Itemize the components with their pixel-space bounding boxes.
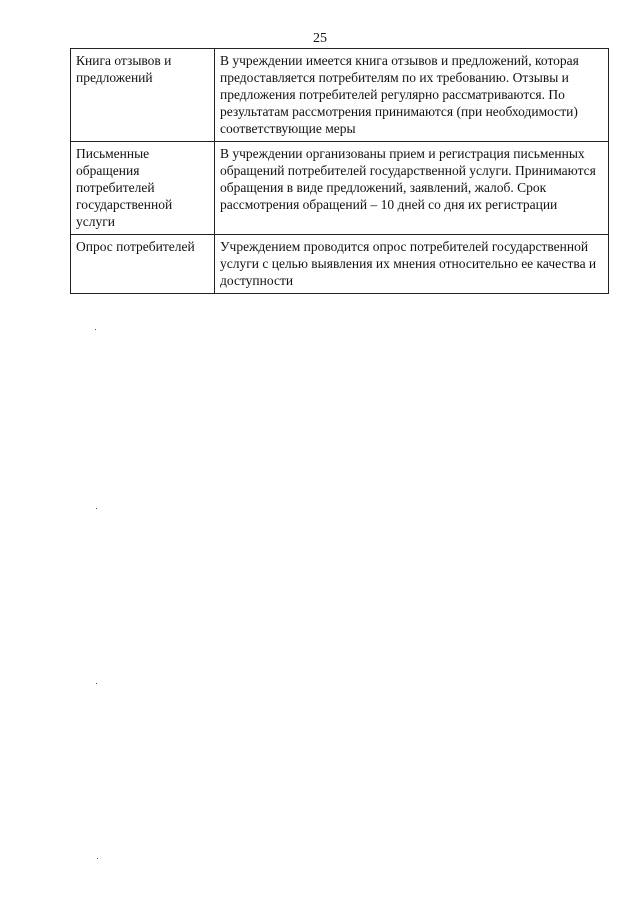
row-label: Опрос потребителей — [76, 239, 195, 254]
row-description: В учреждении имеется книга отзывов и предложений, которая предоставляется потребителям по их требованию. Отзывы и предложения потребителей регулярно рассматриваются. По результатам рассмотрения принимаются (при необходимости) соответствующие меры — [220, 53, 579, 136]
row-description-cell — [215, 235, 609, 294]
row-label-cell — [71, 142, 215, 235]
scan-speck — [95, 329, 96, 330]
row-label-cell — [71, 235, 215, 294]
page-number: 25 — [313, 31, 327, 46]
table-row — [71, 49, 609, 142]
row-description: Учреждением проводится опрос потребителей государственной услуги с целью выявления их мнения относительно ее качества и доступности — [220, 239, 597, 288]
row-label: Книга отзывов и предложений — [76, 53, 172, 85]
scan-speck — [96, 508, 97, 509]
row-description: В учреждении организованы прием и регистрация письменных обращений потребителей государственной услуги. Принимаются обращения в виде предложений, заявлений, жалоб. Срок рассмотрения обращений – 10 дней со дня их регистрации — [220, 146, 596, 212]
row-label: Письменные обращения потребителей государственной услуги — [76, 146, 173, 229]
row-label-cell — [71, 49, 215, 142]
scan-speck — [97, 858, 98, 859]
row-description-cell — [215, 142, 609, 235]
table-row — [71, 235, 609, 294]
scan-speck — [96, 683, 97, 684]
info-table — [70, 48, 609, 294]
row-description-cell — [215, 49, 609, 142]
table-row — [71, 142, 609, 235]
